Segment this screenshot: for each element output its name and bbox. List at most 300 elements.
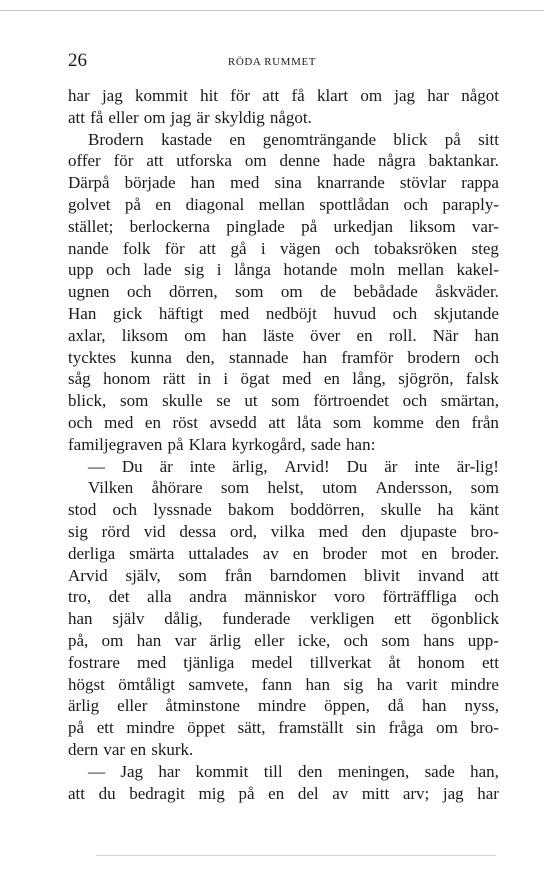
word: som (178, 565, 207, 585)
word: den (361, 521, 387, 541)
word: sade (424, 761, 455, 781)
word: skulle (162, 391, 203, 411)
text-line (68, 499, 499, 521)
word: själv (112, 609, 145, 629)
text-line (68, 674, 499, 696)
word: gå (230, 238, 247, 258)
word: har (68, 86, 90, 105)
word: sig (343, 674, 364, 694)
word: baktankar. (428, 151, 499, 171)
word: och (392, 303, 418, 323)
word: en (356, 325, 373, 345)
word: kakel- (456, 260, 499, 280)
text-line (68, 150, 499, 172)
word: framställt (278, 718, 344, 738)
word: Jag (120, 761, 144, 781)
text-line (68, 85, 499, 107)
word: om (101, 630, 124, 650)
word: och (474, 347, 499, 367)
text-line (68, 521, 499, 543)
word: ugnen (68, 282, 110, 302)
word: avsedd (209, 412, 257, 432)
word: andra (189, 587, 227, 607)
word: en (229, 129, 246, 149)
word: jag (170, 107, 192, 127)
word: bro- (470, 521, 499, 541)
word: tillverkat (309, 652, 372, 672)
word: är (159, 456, 173, 476)
word: på (167, 434, 184, 454)
text-line (68, 172, 499, 194)
word: liksom (121, 325, 169, 345)
word: smärtan, (440, 391, 499, 411)
word: ha (437, 500, 454, 520)
word: kastade (161, 129, 213, 149)
text-line (68, 477, 499, 499)
word: och (403, 194, 428, 214)
word: stannade (228, 347, 289, 367)
word: började (124, 173, 176, 193)
word: han (222, 325, 247, 345)
word: medel (251, 652, 293, 672)
word: mig (198, 783, 225, 803)
word: han (190, 173, 216, 193)
word: framför (341, 347, 394, 367)
word: lyssnade (153, 500, 212, 520)
word: sina (274, 173, 302, 193)
word: stod (68, 500, 97, 520)
word: har (158, 761, 181, 781)
word: att (262, 86, 280, 105)
word: sätt, (237, 718, 266, 738)
word: Arvid (68, 565, 108, 585)
word: ärlig, (232, 456, 268, 476)
word: ömtåligt (118, 674, 175, 694)
word: på (238, 783, 255, 803)
word: arv; (402, 783, 430, 803)
word: om (436, 718, 458, 738)
body-text (68, 85, 499, 804)
word: på (301, 216, 318, 236)
word: han (302, 347, 328, 367)
word: helst, (267, 478, 304, 498)
word: voro (333, 587, 365, 607)
word: djupaste (400, 521, 457, 541)
word: till (263, 761, 283, 781)
word: läste (262, 325, 294, 345)
word: åt (388, 652, 401, 672)
word: kommit (195, 761, 249, 781)
word: öppen, (324, 696, 370, 716)
word: axlar, (68, 325, 106, 345)
text-line (68, 129, 499, 151)
word: kommit (134, 86, 188, 105)
word: alla (147, 587, 172, 607)
word: bro- (470, 718, 499, 738)
word: fråga (388, 718, 424, 738)
word: skyldig (214, 107, 265, 127)
word: dessa (179, 521, 217, 541)
word: ett (481, 652, 499, 672)
text-line (68, 412, 499, 434)
word: huvud (333, 303, 376, 323)
word: åskväder. (435, 282, 499, 302)
word: offer (68, 151, 101, 171)
text-line (68, 259, 499, 281)
word: urkedjan (333, 216, 393, 236)
text-line (68, 434, 499, 456)
word: var (174, 630, 197, 650)
word: tjänliga (183, 652, 235, 672)
word: som (220, 478, 250, 498)
word: skulle (380, 500, 422, 520)
word: barndomen (269, 565, 347, 585)
word: du (98, 783, 116, 803)
word: dålig, (164, 609, 203, 629)
word: han (305, 674, 330, 694)
word: högst (68, 674, 105, 694)
text-line (68, 194, 499, 216)
word: om (143, 107, 166, 127)
top-rule (0, 10, 544, 11)
word: genomträngande (262, 129, 377, 149)
word: Arvid! (284, 456, 330, 476)
word: tobaksröken (373, 238, 458, 258)
word: han (421, 696, 447, 716)
word: hotande (283, 260, 338, 280)
word: dern (68, 739, 99, 759)
word: bakom (227, 500, 275, 520)
word: med (318, 521, 348, 541)
word: jag (442, 783, 464, 803)
word: varit (406, 674, 438, 694)
word: om (244, 151, 267, 171)
word: en (130, 739, 147, 759)
text-line (68, 652, 499, 674)
word: honom (103, 369, 151, 389)
word: känt (469, 500, 499, 520)
word: paraply- (442, 194, 499, 214)
word: in (197, 369, 211, 389)
word: då (387, 696, 404, 716)
word: på, (68, 630, 89, 650)
text-line (68, 107, 499, 129)
word: berlockerna (129, 216, 210, 236)
word: mellan (397, 260, 444, 280)
word: på (124, 194, 141, 214)
word: om (184, 325, 206, 345)
word: lade (143, 260, 172, 280)
word: öppet (187, 718, 225, 738)
word: i (216, 260, 222, 280)
word: på (68, 718, 85, 738)
word: jag (394, 86, 416, 105)
word: är-lig! (456, 456, 499, 476)
word: Vilken (88, 478, 134, 498)
word: Han (68, 303, 97, 323)
word: en (268, 783, 285, 803)
word: på (444, 129, 461, 149)
text-line (68, 695, 499, 717)
word: folk (123, 238, 151, 258)
word: roll. (388, 325, 417, 345)
word: mindre (257, 696, 307, 716)
word: att (146, 151, 164, 171)
word: utforska (176, 151, 232, 171)
word: tro, (68, 587, 92, 607)
word: upp (68, 260, 94, 280)
word: honom (417, 652, 465, 672)
word: golvet (68, 194, 111, 214)
bottom-rule (96, 855, 496, 856)
word: de (320, 282, 337, 302)
word: som (271, 391, 300, 411)
word: falsk (465, 369, 499, 389)
word: ord, (230, 521, 257, 541)
word: komme (372, 412, 424, 432)
word: att (199, 238, 217, 258)
word: icke, (297, 630, 331, 650)
word: eller (254, 630, 285, 650)
text-line (68, 303, 499, 325)
page-number: 26 (68, 50, 87, 71)
word: med (230, 173, 260, 193)
word: att (481, 565, 499, 585)
text-line (68, 761, 499, 783)
word: bedragit (129, 783, 185, 803)
word: sjögrön, (398, 369, 454, 389)
word: han (68, 609, 93, 629)
word: uttalades (188, 543, 249, 563)
word: av (332, 783, 349, 803)
word: bebådade (353, 282, 418, 302)
word: dörren, (169, 282, 218, 302)
word: mindre (450, 674, 499, 694)
word: broder. (451, 543, 499, 563)
text-line (68, 586, 499, 608)
word: Du (346, 456, 368, 476)
word: ut (244, 391, 258, 411)
text-line (68, 347, 499, 369)
word: en (323, 369, 340, 389)
word: för (113, 151, 134, 171)
word: i (223, 369, 229, 389)
word: några (377, 151, 416, 171)
word: moln (349, 260, 385, 280)
word: för (164, 238, 185, 258)
word: och (335, 238, 360, 258)
word: skurk. (151, 739, 194, 759)
word: eller (108, 107, 139, 127)
word: något. (269, 107, 312, 127)
word: sin (356, 718, 376, 738)
word: kunna (130, 347, 172, 367)
word: i (260, 238, 266, 258)
word: hans (423, 630, 455, 650)
word: knarrande (316, 173, 385, 193)
word: människor (244, 587, 317, 607)
word: han, (470, 761, 499, 781)
word: sig (184, 260, 205, 280)
word: lång, (352, 369, 386, 389)
word: som (235, 282, 264, 302)
word: funderade (222, 609, 291, 629)
word: pinglade (226, 216, 285, 236)
word: hade (332, 151, 366, 171)
word: sig (68, 521, 88, 541)
word: åhörare (151, 478, 203, 498)
text-line (68, 456, 499, 478)
word: jag (101, 86, 123, 105)
word: ögonblick (430, 609, 499, 629)
word: låta (296, 412, 322, 432)
word: en (292, 543, 309, 563)
word: ha (376, 674, 393, 694)
word: stövlar (399, 173, 447, 193)
text-line (68, 281, 499, 303)
word: var- (471, 216, 499, 236)
word: mot (380, 543, 408, 563)
word: och (68, 412, 93, 432)
word: häftigt (158, 303, 204, 323)
word: få (291, 86, 305, 105)
word: har (427, 86, 449, 105)
word: om (280, 282, 303, 302)
word: brodern (407, 347, 461, 367)
word: och (474, 587, 499, 607)
word: Du (121, 456, 143, 476)
word: sade (310, 434, 341, 454)
word: mindre (126, 718, 175, 738)
word: långa (234, 260, 271, 280)
word: för (230, 86, 251, 105)
word: vägen (280, 238, 321, 258)
word: få (90, 107, 104, 127)
word: ett (394, 609, 412, 629)
word: med (136, 652, 167, 672)
text-line (68, 216, 499, 238)
word: förträffliga (382, 587, 457, 607)
word: att (68, 107, 85, 127)
word: röst (172, 412, 199, 432)
word: med (104, 412, 134, 432)
word: verkligen (310, 609, 375, 629)
word: förtroendet (313, 391, 389, 411)
word: rappa (461, 173, 499, 193)
word: — (88, 761, 105, 781)
word: av (262, 543, 279, 563)
word: en (155, 194, 172, 214)
text-line (68, 238, 499, 260)
word: är (196, 107, 210, 127)
word: blick (393, 129, 428, 149)
word: nedböjt (265, 303, 317, 323)
text-line (68, 390, 499, 412)
word: denne (279, 151, 321, 171)
word: han (136, 630, 162, 650)
word: spottlådan (319, 194, 390, 214)
word: eller (117, 696, 148, 716)
word: vilka (270, 521, 305, 541)
word: från (224, 565, 253, 585)
word: liksom (409, 216, 456, 236)
word: med (219, 303, 250, 323)
word: han: (346, 434, 376, 454)
word: — (88, 456, 105, 476)
word: boddörren, (290, 500, 365, 520)
word: en (144, 412, 161, 432)
word: och (343, 630, 369, 650)
word: meningen, (337, 761, 410, 781)
word: ögat (240, 369, 270, 389)
word: som (332, 412, 362, 432)
word: upp- (467, 630, 499, 650)
word: den, (186, 347, 215, 367)
word: blivit (364, 565, 401, 585)
text-line (68, 543, 499, 565)
word: som (381, 630, 410, 650)
word: ett (96, 718, 114, 738)
word: och (402, 391, 428, 411)
word: över (310, 325, 341, 345)
word: han (474, 325, 499, 345)
word: åtminstone (165, 696, 240, 716)
word: och (112, 500, 138, 520)
word: tycktes (68, 347, 117, 367)
word: var (103, 739, 126, 759)
word: smärta (129, 543, 175, 563)
running-head: RÖDA RUMMET (227, 56, 317, 68)
text-line (68, 739, 499, 761)
word: om (360, 86, 383, 105)
word: nande (68, 238, 109, 258)
word: själv, (125, 565, 161, 585)
word: mellan (258, 194, 305, 214)
word: som (119, 391, 149, 411)
word: blick, (68, 391, 107, 411)
word: med (282, 369, 312, 389)
word: rätt (162, 369, 186, 389)
word: hit (200, 86, 219, 105)
word: att (268, 412, 286, 432)
word: skjutande (433, 303, 499, 323)
word: ärlig (209, 630, 241, 650)
word: mitt (361, 783, 390, 803)
text-line (68, 717, 499, 739)
word: stället; (68, 216, 114, 236)
word: rörd (101, 521, 130, 541)
word: diagonal (185, 194, 245, 214)
word: Klara (188, 434, 227, 454)
word: från (471, 412, 499, 432)
text-line (68, 630, 499, 652)
word: invand (417, 565, 465, 585)
word: och (106, 260, 131, 280)
word: den (435, 412, 460, 432)
text-line (68, 325, 499, 347)
word: inte (414, 456, 440, 476)
word: som (470, 478, 499, 498)
word: har (477, 783, 499, 803)
word: kyrkogård, (231, 434, 306, 454)
text-line (68, 368, 499, 390)
word: ärlig (68, 696, 100, 716)
word: fann (261, 674, 292, 694)
word: fostrare (68, 652, 120, 672)
word: klart (316, 86, 349, 105)
word: och (127, 282, 152, 302)
word: något (461, 86, 499, 105)
